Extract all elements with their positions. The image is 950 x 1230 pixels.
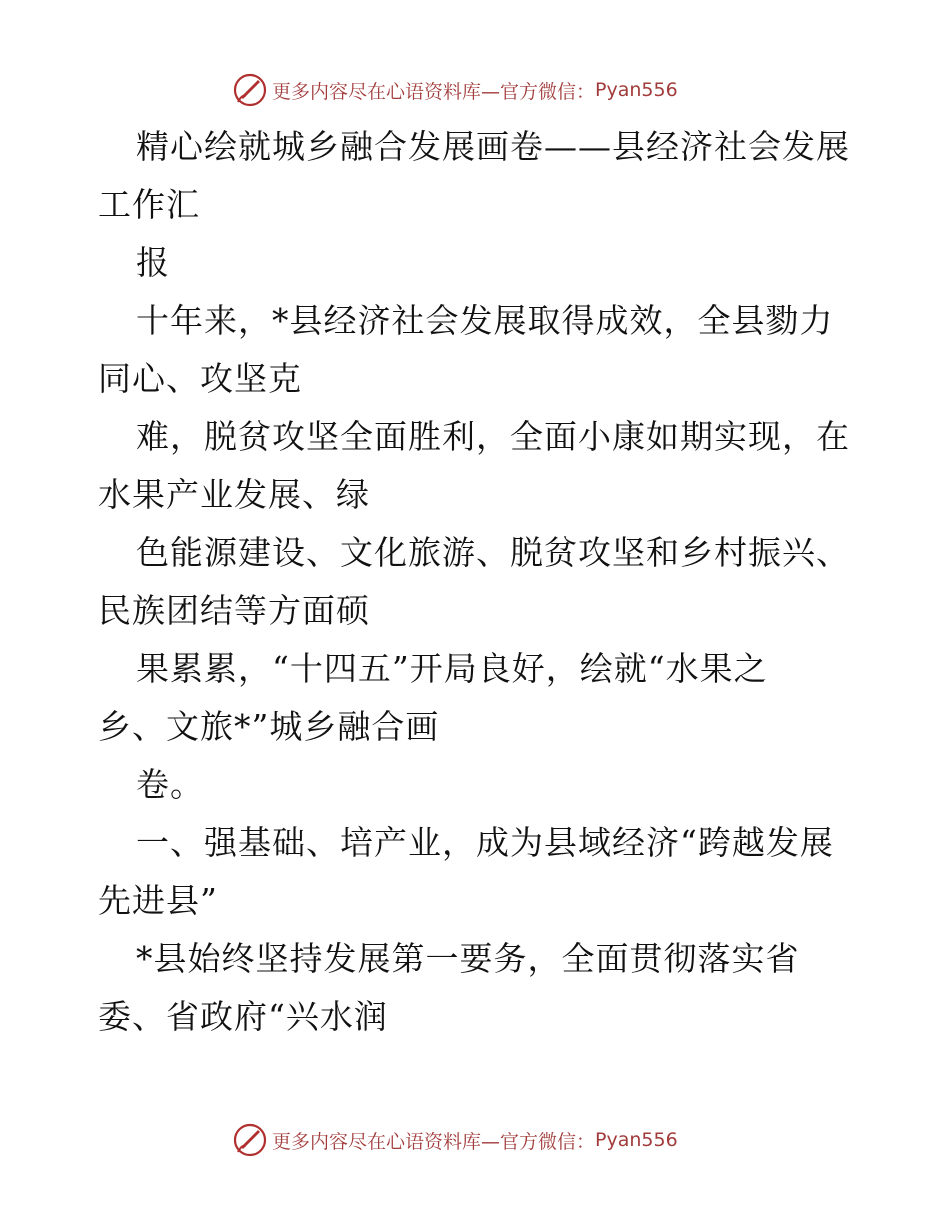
footer-banner-wechat-id: Pyan556	[595, 1129, 678, 1151]
footer-banner-text: 更多内容尽在心语资料库—官方微信：	[272, 1130, 596, 1153]
header-banner-wechat-id: Pyan556	[595, 79, 678, 101]
section-heading-line: 先进县”	[98, 881, 218, 920]
title-line-2: 工作汇	[98, 185, 200, 224]
document-body	[98, 118, 858, 1046]
paragraph-line: 同心、攻坚克	[98, 359, 302, 398]
header-banner-text: 更多内容尽在心语资料库—官方微信：	[272, 80, 596, 103]
quill-logo-icon	[232, 72, 268, 108]
header-banner	[232, 70, 678, 110]
paragraph-line: 果累累，“十四五”开局良好，绘就“水果之	[136, 649, 768, 688]
paragraph-line: 水果产业发展、绿	[98, 475, 370, 514]
paragraph-line: 民族团结等方面硕	[98, 591, 370, 630]
paragraph-line: 色能源建设、文化旅游、脱贫攻坚和乡村振兴、	[136, 533, 850, 572]
footer-banner	[232, 1120, 678, 1160]
title-line-1: 精心绘就城乡融合发展画卷——县经济社会发展	[136, 127, 850, 166]
paragraph-line: 卷。	[136, 765, 204, 804]
paragraph-line: 十年来，*县经济社会发展取得成效，全县勠力	[136, 301, 834, 340]
title-line-3: 报	[136, 243, 170, 282]
quill-logo-icon	[232, 1122, 268, 1158]
paragraph-line: 难，脱贫攻坚全面胜利，全面小康如期实现，在	[136, 417, 850, 456]
paragraph-line: *县始终坚持发展第一要务，全面贯彻落实省	[136, 939, 800, 978]
paragraph-line: 乡、文旅*”城乡融合画	[98, 707, 440, 746]
section-heading-line: 一、强基础、培产业，成为县域经济“跨越发展	[136, 823, 834, 862]
paragraph-line: 委、省政府“兴水润	[98, 997, 388, 1036]
